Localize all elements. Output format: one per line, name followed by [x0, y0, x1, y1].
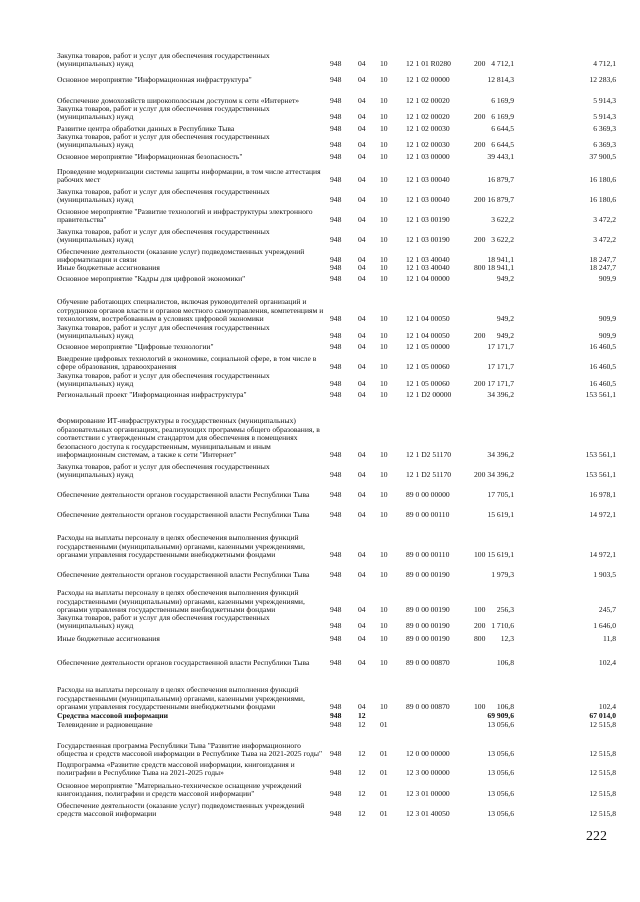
cell-pr: 10	[380, 235, 388, 245]
cell-s1: 13 056,6	[487, 809, 514, 819]
cell-rz: 04	[358, 490, 366, 500]
cell-gr: 948	[330, 75, 342, 85]
cell-pr: 10	[380, 605, 388, 615]
cell-s1: 6 644,5	[491, 140, 514, 150]
cell-rz: 04	[358, 510, 366, 520]
cell-s2: 1 903,5	[593, 570, 616, 580]
cell-s2: 153 561,1	[585, 390, 616, 400]
cell-rz: 04	[358, 570, 366, 580]
cell-gr: 948	[330, 152, 342, 162]
cell-rz: 04	[358, 634, 366, 644]
cell-cs: 12 1 03 00190	[406, 215, 450, 225]
cell-s2: 16 460,5	[589, 379, 616, 389]
cell-cs: 12 3 01 40050	[406, 809, 450, 819]
row-name: Обеспечение домохозяйств широкополосным доступом к сети «Интернет»	[57, 96, 300, 106]
cell-vr: 200	[474, 470, 486, 480]
cell-rz: 04	[358, 152, 366, 162]
cell-s1: 17 171,7	[487, 342, 514, 352]
row-name: Обеспечение деятельности органов государственной власти Республики Тыва	[57, 510, 310, 520]
cell-s1: 1 710,6	[491, 621, 514, 631]
cell-pr: 10	[380, 96, 388, 106]
cell-vr: 200	[474, 59, 486, 69]
row-name: Расходы на выплаты персоналу в целях обеспечения выполнения функций государственными (муниципальными) органами, казенными учреждениями, органами управления государственными внебюджетными фондами	[57, 533, 305, 560]
cell-vr: 100	[474, 605, 486, 615]
cell-s1: 34 396,2	[487, 450, 514, 460]
cell-rz: 04	[358, 390, 366, 400]
cell-vr: 200	[474, 112, 486, 122]
cell-s1: 17 171,7	[487, 379, 514, 389]
cell-gr: 948	[330, 634, 342, 644]
cell-pr: 10	[380, 314, 388, 324]
row-name: Закупка товаров, работ и услуг для обеспечения государственных (муниципальных) нужд	[57, 612, 270, 631]
cell-rz: 04	[358, 124, 366, 134]
cell-rz: 04	[358, 75, 366, 85]
cell-gr: 948	[330, 658, 342, 668]
cell-s1: 15 619,1	[487, 550, 514, 560]
cell-pr: 10	[380, 634, 388, 644]
cell-pr: 10	[380, 450, 388, 460]
cell-pr: 10	[380, 75, 388, 85]
cell-gr: 948	[330, 96, 342, 106]
cell-pr: 10	[380, 140, 388, 150]
cell-cs: 12 1 02 00020	[406, 96, 450, 106]
cell-gr: 948	[330, 470, 342, 480]
cell-cs: 12 1 03 00000	[406, 152, 450, 162]
cell-cs: 89 0 00 00110	[406, 550, 450, 560]
cell-s1: 16 879,7	[487, 175, 514, 185]
cell-rz: 04	[358, 215, 366, 225]
cell-rz: 12	[358, 768, 366, 778]
cell-cs: 12 3 00 00000	[406, 768, 450, 778]
cell-s2: 909,9	[598, 331, 616, 341]
cell-s1: 15 619,1	[487, 510, 514, 520]
cell-rz: 12	[358, 720, 366, 730]
cell-rz: 12	[358, 789, 366, 799]
row-name: Основное мероприятие "Кадры для цифровой экономики"	[57, 274, 246, 284]
cell-s1: 13 056,6	[487, 789, 514, 799]
cell-s1: 17 171,7	[487, 362, 514, 372]
cell-rz: 04	[358, 274, 366, 284]
cell-s2: 14 972,1	[589, 510, 616, 520]
cell-s2: 12 515,8	[589, 768, 616, 778]
cell-s1: 949,2	[496, 331, 514, 341]
cell-vr: 200	[474, 621, 486, 631]
row-name: Закупка товаров, работ и услуг для обеспечения государственных (муниципальных) нужд	[57, 103, 270, 122]
cell-s2: 16 460,5	[589, 362, 616, 372]
cell-s1: 13 056,6	[487, 749, 514, 759]
cell-s2: 6 369,3	[593, 140, 616, 150]
cell-s2: 5 914,3	[593, 112, 616, 122]
cell-pr: 10	[380, 112, 388, 122]
row-name: Обеспечение деятельности органов государственной власти Республики Тыва	[57, 570, 310, 580]
cell-pr: 10	[380, 152, 388, 162]
cell-s1: 6 169,9	[491, 112, 514, 122]
cell-s2: 67 014,0	[589, 711, 616, 721]
row-name: Основное мероприятие "Цифровые технологии"	[57, 342, 214, 352]
cell-rz: 04	[358, 263, 366, 273]
cell-gr: 948	[330, 768, 342, 778]
cell-pr: 10	[380, 470, 388, 480]
cell-cs: 89 0 00 00870	[406, 658, 450, 668]
cell-s2: 5 914,3	[593, 96, 616, 106]
cell-s2: 16 180,6	[589, 175, 616, 185]
cell-pr: 10	[380, 215, 388, 225]
cell-pr: 10	[380, 195, 388, 205]
cell-s1: 6 644,5	[491, 124, 514, 134]
cell-vr: 200	[474, 331, 486, 341]
cell-pr: 01	[380, 768, 388, 778]
cell-cs: 12 0 00 00000	[406, 749, 450, 759]
cell-s1: 34 396,2	[487, 390, 514, 400]
cell-gr: 948	[330, 314, 342, 324]
cell-gr: 948	[330, 809, 342, 819]
cell-rz: 04	[358, 175, 366, 185]
cell-s2: 37 900,5	[589, 152, 616, 162]
cell-pr: 10	[380, 570, 388, 580]
cell-pr: 10	[380, 175, 388, 185]
table-row	[0, 619, 640, 819]
cell-s2: 6 369,3	[593, 124, 616, 134]
cell-pr: 01	[380, 749, 388, 759]
cell-gr: 948	[330, 331, 342, 341]
cell-vr: 800	[474, 263, 486, 273]
page-number: 222	[586, 829, 607, 844]
cell-vr: 200	[474, 195, 486, 205]
cell-s2: 16 460,5	[589, 342, 616, 352]
cell-rz: 04	[358, 702, 366, 712]
cell-rz: 04	[358, 314, 366, 324]
cell-cs: 89 0 00 00190	[406, 621, 450, 631]
cell-s2: 1 646,0	[593, 621, 616, 631]
cell-s2: 11,8	[602, 634, 616, 644]
cell-s1: 69 909,6	[487, 711, 514, 721]
cell-gr: 948	[330, 255, 342, 265]
cell-cs: 12 1 03 00190	[406, 235, 450, 245]
row-name: Внедрение цифровых технологий в экономике, социальной сфере, в том числе в сфере образования, здравоохранения	[57, 353, 317, 372]
cell-pr: 10	[380, 331, 388, 341]
cell-gr: 948	[330, 702, 342, 712]
cell-gr: 948	[330, 195, 342, 205]
cell-gr: 948	[330, 379, 342, 389]
cell-cs: 12 1 02 00030	[406, 140, 450, 150]
cell-cs: 12 1 05 00060	[406, 379, 450, 389]
cell-pr: 10	[380, 263, 388, 273]
cell-rz: 04	[358, 140, 366, 150]
cell-s1: 1 979,3	[491, 570, 514, 580]
cell-cs: 12 1 04 00050	[406, 331, 450, 341]
cell-cs: 12 1 03 40040	[406, 263, 450, 273]
cell-cs: 12 1 04 00050	[406, 314, 450, 324]
cell-s2: 3 472,2	[593, 235, 616, 245]
cell-vr: 100	[474, 550, 486, 560]
cell-pr: 10	[380, 621, 388, 631]
cell-cs: 12 1 D2 00000	[406, 390, 452, 400]
cell-gr: 948	[330, 215, 342, 225]
cell-s1: 18 941,1	[487, 255, 514, 265]
cell-s2: 909,9	[598, 274, 616, 284]
row-name: Закупка товаров, работ и услуг для обеспечения государственных (муниципальных) нужд	[57, 370, 270, 389]
cell-pr: 10	[380, 362, 388, 372]
cell-s1: 106,8	[496, 702, 514, 712]
row-name: Обеспечение деятельности (оказание услуг) подведомственных учреждений средств массовой информации	[57, 800, 305, 819]
cell-gr: 948	[330, 450, 342, 460]
cell-s1: 256,3	[496, 605, 514, 615]
cell-gr: 948	[330, 59, 342, 69]
cell-s1: 6 169,9	[491, 96, 514, 106]
row-name: Закупка товаров, работ и услуг для обеспечения государственных (муниципальных) нужд	[57, 461, 270, 480]
cell-s1: 13 056,6	[487, 768, 514, 778]
cell-rz: 04	[358, 362, 366, 372]
row-name: Расходы на выплаты персоналу в целях обеспечения выполнения функций государственными (муниципальными) органами, казенными учреждениями, органами управления государственными внебюджетными фондами	[57, 588, 305, 615]
cell-rz: 04	[358, 379, 366, 389]
cell-gr: 948	[330, 235, 342, 245]
cell-rz: 04	[358, 235, 366, 245]
cell-rz: 04	[358, 331, 366, 341]
cell-pr: 10	[380, 274, 388, 284]
cell-s2: 12 283,6	[589, 75, 616, 85]
cell-s1: 3 622,2	[491, 215, 514, 225]
cell-gr: 948	[330, 124, 342, 134]
cell-gr: 948	[330, 112, 342, 122]
cell-pr: 10	[380, 379, 388, 389]
cell-cs: 89 0 00 00190	[406, 634, 450, 644]
cell-s1: 949,2	[496, 274, 514, 284]
cell-rz: 04	[358, 450, 366, 460]
cell-gr: 948	[330, 175, 342, 185]
cell-s2: 16 180,6	[589, 195, 616, 205]
row-name: Государственная программа Республики Тыва "Развитие информационного общества и средств массовой информации в Республике Тыва на 2021-2025 годы"	[57, 740, 323, 759]
cell-s2: 4 712,1	[593, 59, 616, 69]
cell-cs: 12 1 02 00030	[406, 124, 450, 134]
cell-s2: 153 561,1	[585, 450, 616, 460]
cell-gr: 948	[330, 621, 342, 631]
cell-s1: 13 056,6	[487, 720, 514, 730]
cell-rz: 12	[358, 711, 366, 721]
cell-gr: 948	[330, 390, 342, 400]
cell-rz: 12	[358, 749, 366, 759]
cell-pr: 10	[380, 342, 388, 352]
row-name: Обеспечение деятельности органов государственной власти Республики Тыва	[57, 490, 310, 500]
cell-s2: 153 561,1	[585, 470, 616, 480]
row-name: Обеспечение деятельности (оказание услуг) подведомственных учреждений информатизации и связи	[57, 246, 305, 265]
cell-rz: 04	[358, 342, 366, 352]
cell-gr: 948	[330, 342, 342, 352]
row-name: Основное мероприятие "Информационная безопасность"	[57, 152, 243, 162]
row-name: Обеспечение деятельности органов государственной власти Республики Тыва	[57, 658, 310, 668]
cell-s2: 12 515,8	[589, 749, 616, 759]
cell-gr: 948	[330, 711, 342, 721]
cell-rz: 12	[358, 809, 366, 819]
row-name: Закупка товаров, работ и услуг для обеспечения государственных (муниципальных) нужд	[57, 131, 270, 150]
cell-cs: 12 1 03 40040	[406, 255, 450, 265]
cell-cs: 12 1 05 00060	[406, 362, 450, 372]
cell-rz: 04	[358, 59, 366, 69]
cell-s2: 18 247,7	[589, 263, 616, 273]
cell-gr: 948	[330, 510, 342, 520]
row-name: Основное мероприятие "Развитие технологий и инфраструктуры электронного правительства"	[57, 206, 313, 225]
cell-s1: 39 443,1	[487, 152, 514, 162]
cell-gr: 948	[330, 362, 342, 372]
cell-gr: 948	[330, 570, 342, 580]
row-name: Развитие центра обработки данных в Республике Тыва	[57, 124, 235, 134]
cell-pr: 10	[380, 510, 388, 520]
cell-s2: 102,4	[598, 702, 616, 712]
row-name: Обучение работающих специалистов, включая руководителей организаций и сотрудников органов власти и органов местного самоуправления, компетенциям и технологиям, востребованным в условиях цифровой экономики	[57, 297, 324, 324]
cell-s1: 4 712,1	[491, 59, 514, 69]
row-name: Средства массовой информации	[57, 711, 169, 721]
cell-pr: 10	[380, 550, 388, 560]
cell-cs: 89 0 00 00190	[406, 605, 450, 615]
row-name: Телевидение и радиовещание	[57, 720, 153, 730]
cell-s2: 3 472,2	[593, 215, 616, 225]
cell-rz: 04	[358, 605, 366, 615]
cell-s2: 102,4	[598, 658, 616, 668]
cell-s2: 12 515,8	[589, 720, 616, 730]
cell-vr: 100	[474, 702, 486, 712]
cell-s2: 245,7	[598, 605, 616, 615]
cell-rz: 04	[358, 470, 366, 480]
cell-pr: 10	[380, 390, 388, 400]
cell-s2: 12 515,8	[589, 809, 616, 819]
cell-gr: 948	[330, 490, 342, 500]
cell-s2: 18 247,7	[589, 255, 616, 265]
cell-pr: 10	[380, 255, 388, 265]
row-name: Региональный проект "Информационная инфраструктура"	[57, 390, 247, 400]
cell-pr: 10	[380, 490, 388, 500]
row-name: Подпрограмма «Развитие средств массовой информации, книгоиздания и полиграфии в Республике Тыва на 2021-2025 годы»	[57, 759, 295, 778]
cell-cs: 12 1 03 00040	[406, 175, 450, 185]
row-name: Формирование ИТ-инфраструктуры в государственных (муниципальных) образовательных организациях, реализующих программы общего образования, в соответствии с утвержденным стандартом для обеспечения в помещениях безопасного доступа к государственным, муниципальным и иным информационным системам, а также к сети "Интернет"	[57, 416, 320, 460]
cell-vr: 200	[474, 379, 486, 389]
cell-s1: 17 705,1	[487, 490, 514, 500]
cell-s1: 18 941,1	[487, 263, 514, 273]
cell-cs: 12 1 02 00000	[406, 75, 450, 85]
cell-rz: 04	[358, 96, 366, 106]
cell-rz: 04	[358, 658, 366, 668]
cell-gr: 948	[330, 789, 342, 799]
cell-cs: 12 3 01 00000	[406, 789, 450, 799]
cell-s1: 34 396,2	[487, 470, 514, 480]
row-name: Иные бюджетные ассигнования	[57, 634, 160, 644]
cell-pr: 10	[380, 702, 388, 712]
row-name: Закупка товаров, работ и услуг для обеспечения государственных (муниципальных) нужд	[57, 322, 270, 341]
cell-s2: 12 515,8	[589, 789, 616, 799]
cell-s2: 909,9	[598, 314, 616, 324]
row-name: Закупка товаров, работ и услуг для обеспечения государственных (муниципальных) нужд	[57, 50, 270, 69]
cell-cs: 89 0 00 00870	[406, 702, 450, 712]
row-name: Основное мероприятие "Информационная инфраструктура"	[57, 75, 252, 85]
cell-cs: 12 1 01 R0280	[406, 59, 451, 69]
cell-pr: 10	[380, 658, 388, 668]
row-name: Расходы на выплаты персоналу в целях обеспечения выполнения функций государственными (муниципальными) органами, казенными учреждениями, органами управления государственными внебюджетными фондами	[57, 685, 305, 712]
cell-s1: 949,2	[496, 314, 514, 324]
cell-vr: 200	[474, 235, 486, 245]
row-name: Закупка товаров, работ и услуг для обеспечения государственных (муниципальных) нужд	[57, 226, 270, 245]
cell-cs: 12 1 05 00000	[406, 342, 450, 352]
cell-gr: 948	[330, 720, 342, 730]
cell-s1: 12,3	[500, 634, 514, 644]
cell-s1: 3 622,2	[491, 235, 514, 245]
cell-s1: 12 814,3	[487, 75, 514, 85]
cell-vr: 800	[474, 634, 486, 644]
cell-gr: 948	[330, 274, 342, 284]
cell-rz: 04	[358, 112, 366, 122]
cell-cs: 12 1 02 00020	[406, 112, 450, 122]
cell-cs: 12 1 03 00040	[406, 195, 450, 205]
cell-pr: 01	[380, 720, 388, 730]
cell-cs: 12 1 04 00000	[406, 274, 450, 284]
row-name: Проведение модернизации системы защиты информации, в том числе аттестация рабочих мест	[57, 166, 321, 185]
cell-cs: 89 0 00 00190	[406, 570, 450, 580]
cell-s1: 106,8	[496, 658, 514, 668]
cell-cs: 12 1 D2 51170	[406, 450, 452, 460]
cell-rz: 04	[358, 255, 366, 265]
row-name: Закупка товаров, работ и услуг для обеспечения государственных (муниципальных) нужд	[57, 186, 270, 205]
cell-gr: 948	[330, 605, 342, 615]
cell-vr: 200	[474, 140, 486, 150]
cell-gr: 948	[330, 550, 342, 560]
cell-pr: 01	[380, 789, 388, 799]
cell-gr: 948	[330, 749, 342, 759]
cell-gr: 948	[330, 263, 342, 273]
cell-pr: 01	[380, 809, 388, 819]
cell-cs: 12 1 D2 51170	[406, 470, 452, 480]
row-name: Иные бюджетные ассигнования	[57, 263, 160, 273]
cell-cs: 89 0 00 00110	[406, 510, 450, 520]
row-name: Основное мероприятие "Материально-техническое оснащение учреждений книгоиздания, полиграфии и средств массовой информации"	[57, 780, 302, 799]
cell-rz: 04	[358, 195, 366, 205]
cell-gr: 948	[330, 140, 342, 150]
cell-rz: 04	[358, 550, 366, 560]
cell-cs: 89 0 00 00000	[406, 490, 450, 500]
cell-s2: 16 978,1	[589, 490, 616, 500]
cell-s2: 14 972,1	[589, 550, 616, 560]
cell-pr: 10	[380, 124, 388, 134]
cell-rz: 04	[358, 621, 366, 631]
cell-pr: 10	[380, 59, 388, 69]
cell-s1: 16 879,7	[487, 195, 514, 205]
